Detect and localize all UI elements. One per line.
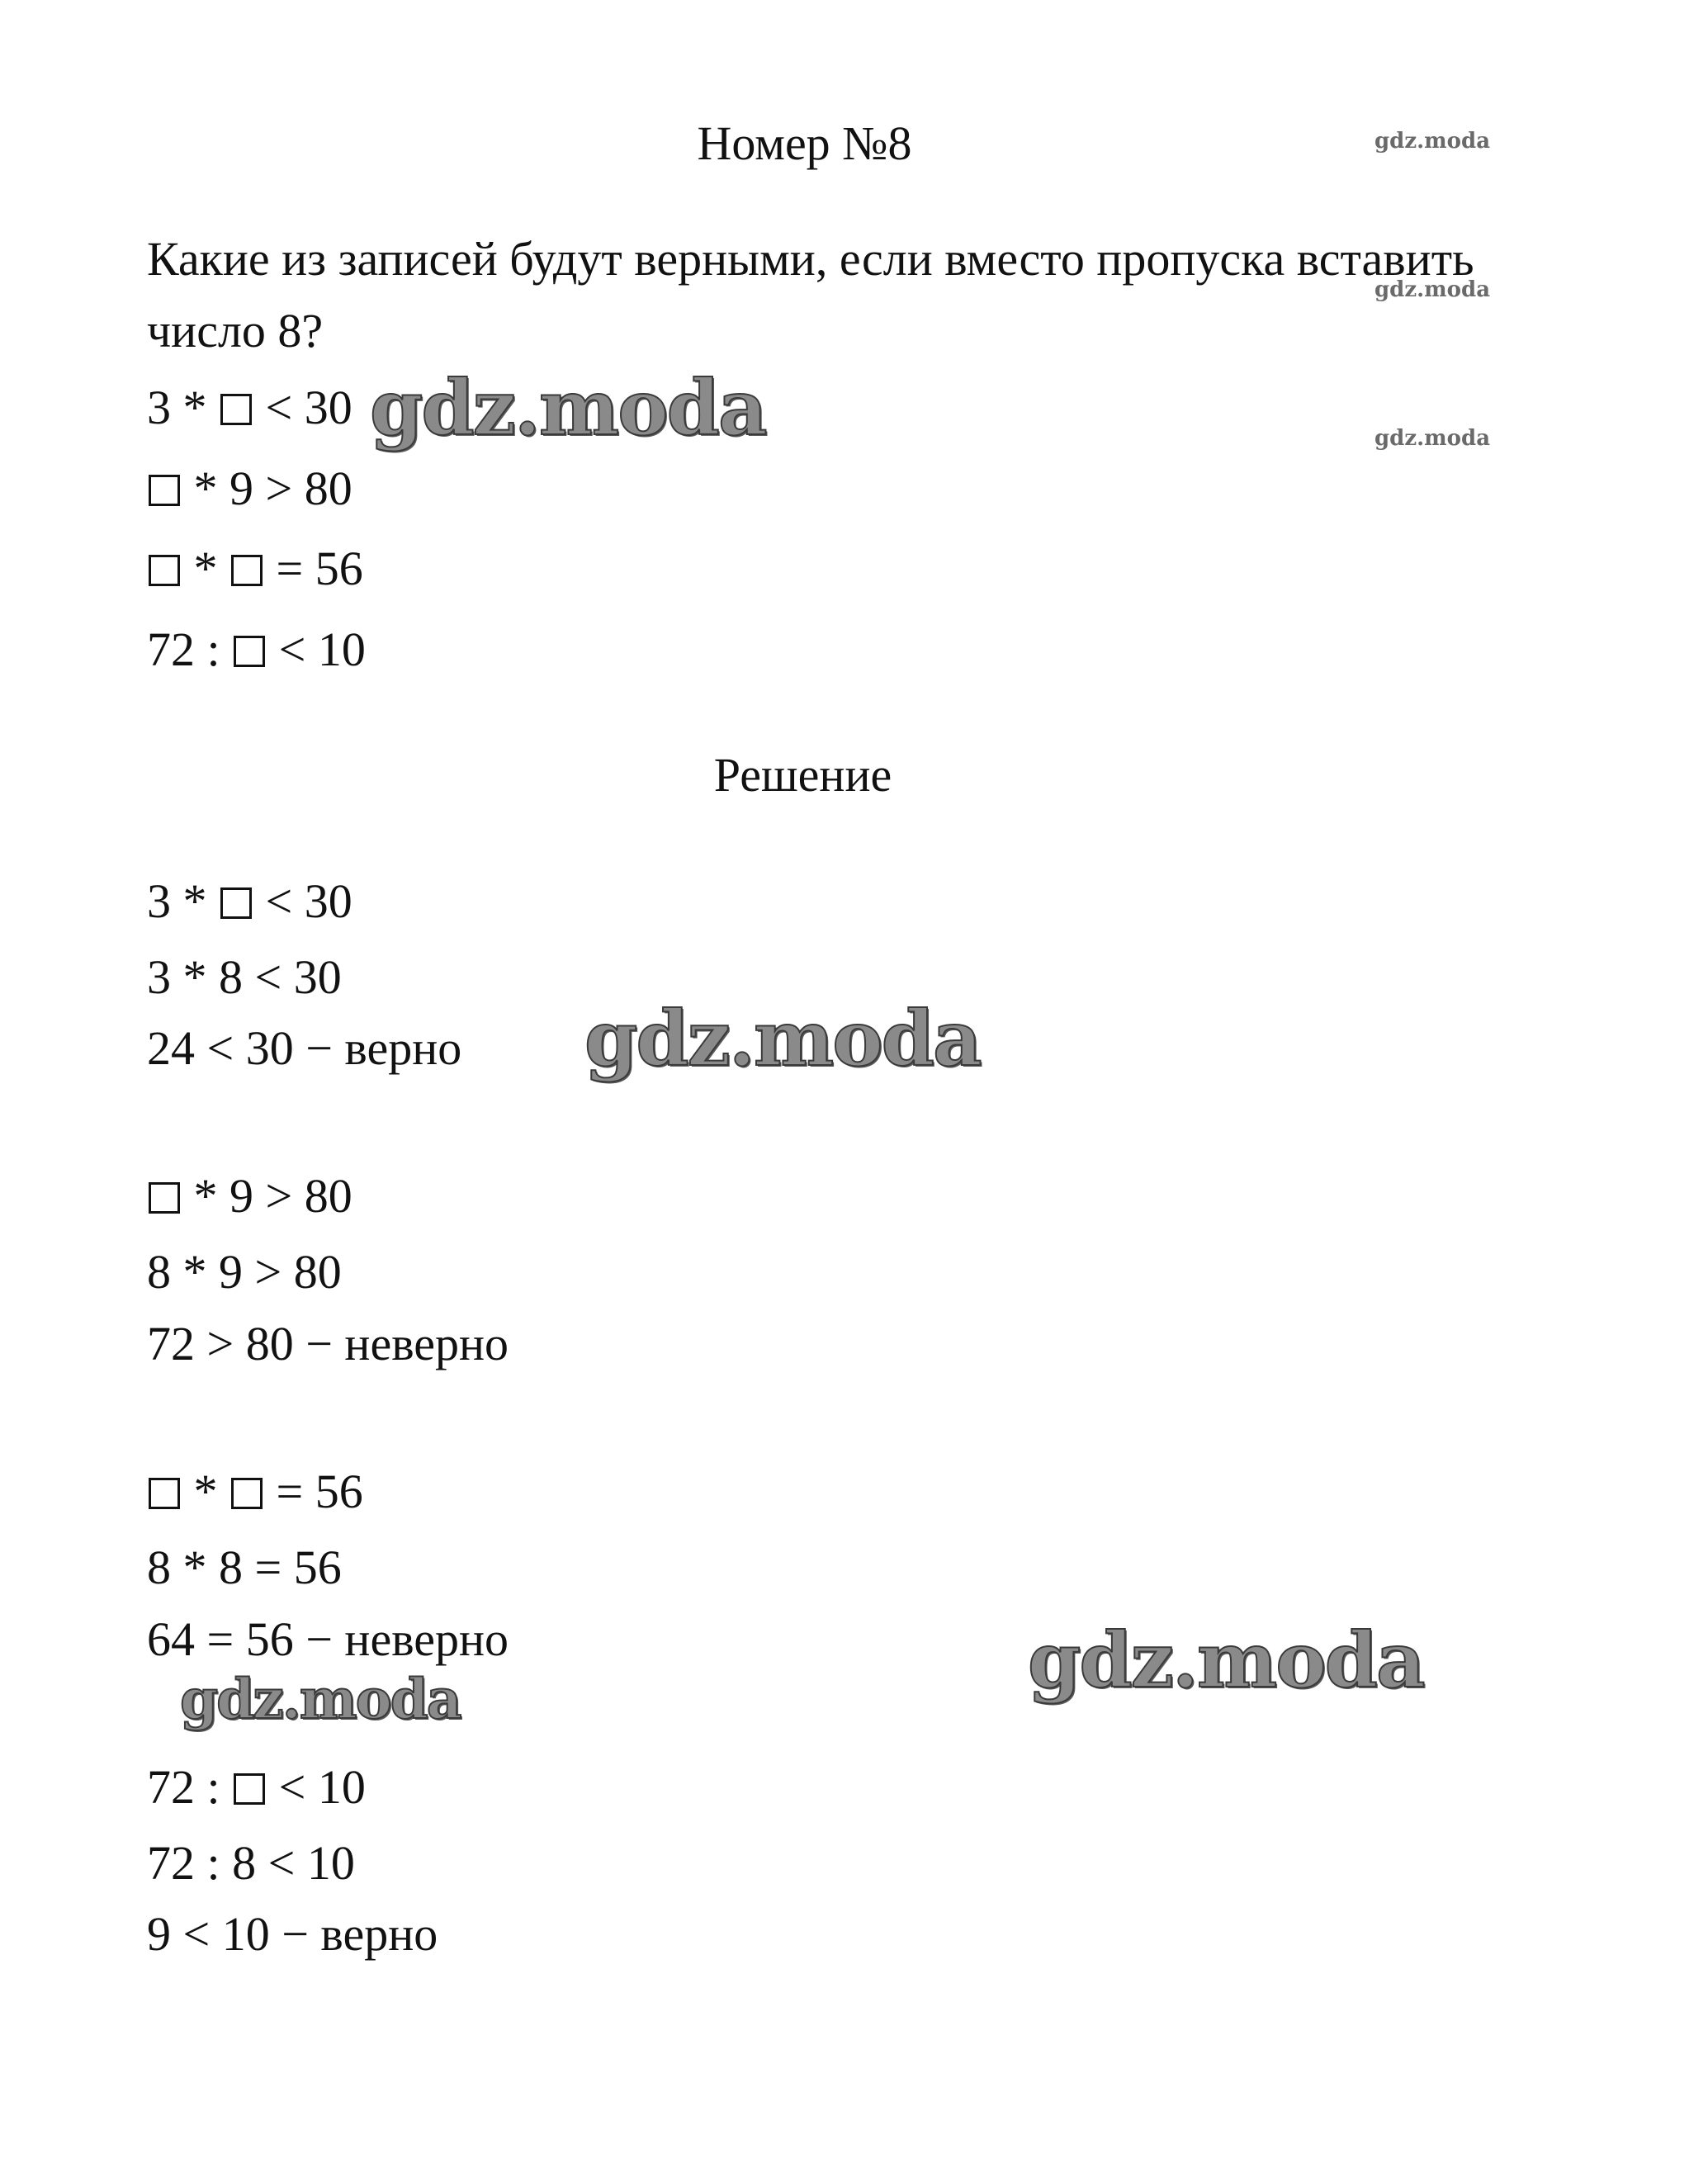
solution-4-substituted: 72 : 8 < 10 — [147, 1836, 355, 1890]
expression-text: = 56 — [264, 1465, 363, 1518]
expression-text: 72 : — [147, 1760, 233, 1814]
solution-2-result: 72 > 80 − неверно — [147, 1317, 509, 1370]
expression-text: * — [182, 542, 229, 595]
watermark-large: gdz.moda — [1028, 1616, 1424, 1705]
blank-box — [234, 636, 265, 667]
blank-box — [231, 555, 263, 586]
problem-2 — [147, 461, 352, 515]
problem-1 — [147, 381, 352, 434]
problem-3 — [147, 542, 363, 595]
watermark-large: gdz.moda — [584, 994, 981, 1083]
expression-text: 3 * — [147, 874, 219, 928]
solution-1-result: 24 < 30 − верно — [147, 1021, 462, 1075]
question-line-2: число 8? — [147, 304, 324, 357]
watermark-small: gdz.moda — [1374, 277, 1491, 302]
expression-text: * 9 > 80 — [182, 1169, 352, 1223]
expression-text: 72 : — [147, 622, 233, 676]
blank-box — [149, 1182, 180, 1214]
solution-3-substituted: 8 * 8 = 56 — [147, 1541, 342, 1594]
blank-box — [220, 394, 252, 425]
watermark-large: gdz.moda — [180, 1667, 461, 1731]
solution-3-expression — [147, 1465, 363, 1518]
page-title: Номер №8 — [697, 116, 912, 170]
expression-text: < 30 — [253, 381, 352, 434]
solution-3-result: 64 = 56 − неверно — [147, 1612, 509, 1666]
expression-text: < 30 — [253, 874, 352, 928]
expression-text: < 10 — [267, 622, 366, 676]
expression-text: < 10 — [267, 1760, 366, 1814]
expression-text: * — [182, 1465, 229, 1518]
expression-text: = 56 — [264, 542, 363, 595]
solution-heading: Решение — [713, 748, 892, 802]
watermark-small: gdz.moda — [1374, 426, 1491, 451]
expression-text: 3 * — [147, 381, 219, 434]
solution-2-substituted: 8 * 9 > 80 — [147, 1245, 342, 1299]
problem-4 — [147, 622, 366, 676]
blank-box — [220, 887, 252, 919]
solution-4-expression — [147, 1760, 366, 1814]
solution-1-expression — [147, 874, 352, 928]
blank-box — [234, 1773, 265, 1805]
solution-4-result: 9 < 10 − верно — [147, 1907, 438, 1961]
question-line-1: Какие из записей будут верными, если вместо пропуска вставить — [147, 232, 1474, 286]
blank-box — [231, 1478, 263, 1509]
watermark-large: gdz.moda — [370, 363, 766, 452]
blank-box — [149, 1478, 180, 1509]
watermark-small: gdz.moda — [1374, 129, 1491, 154]
expression-text: * 9 > 80 — [182, 461, 352, 515]
blank-box — [149, 475, 180, 506]
solution-2-expression — [147, 1169, 352, 1223]
blank-box — [149, 555, 180, 586]
solution-1-substituted: 3 * 8 < 30 — [147, 950, 342, 1004]
